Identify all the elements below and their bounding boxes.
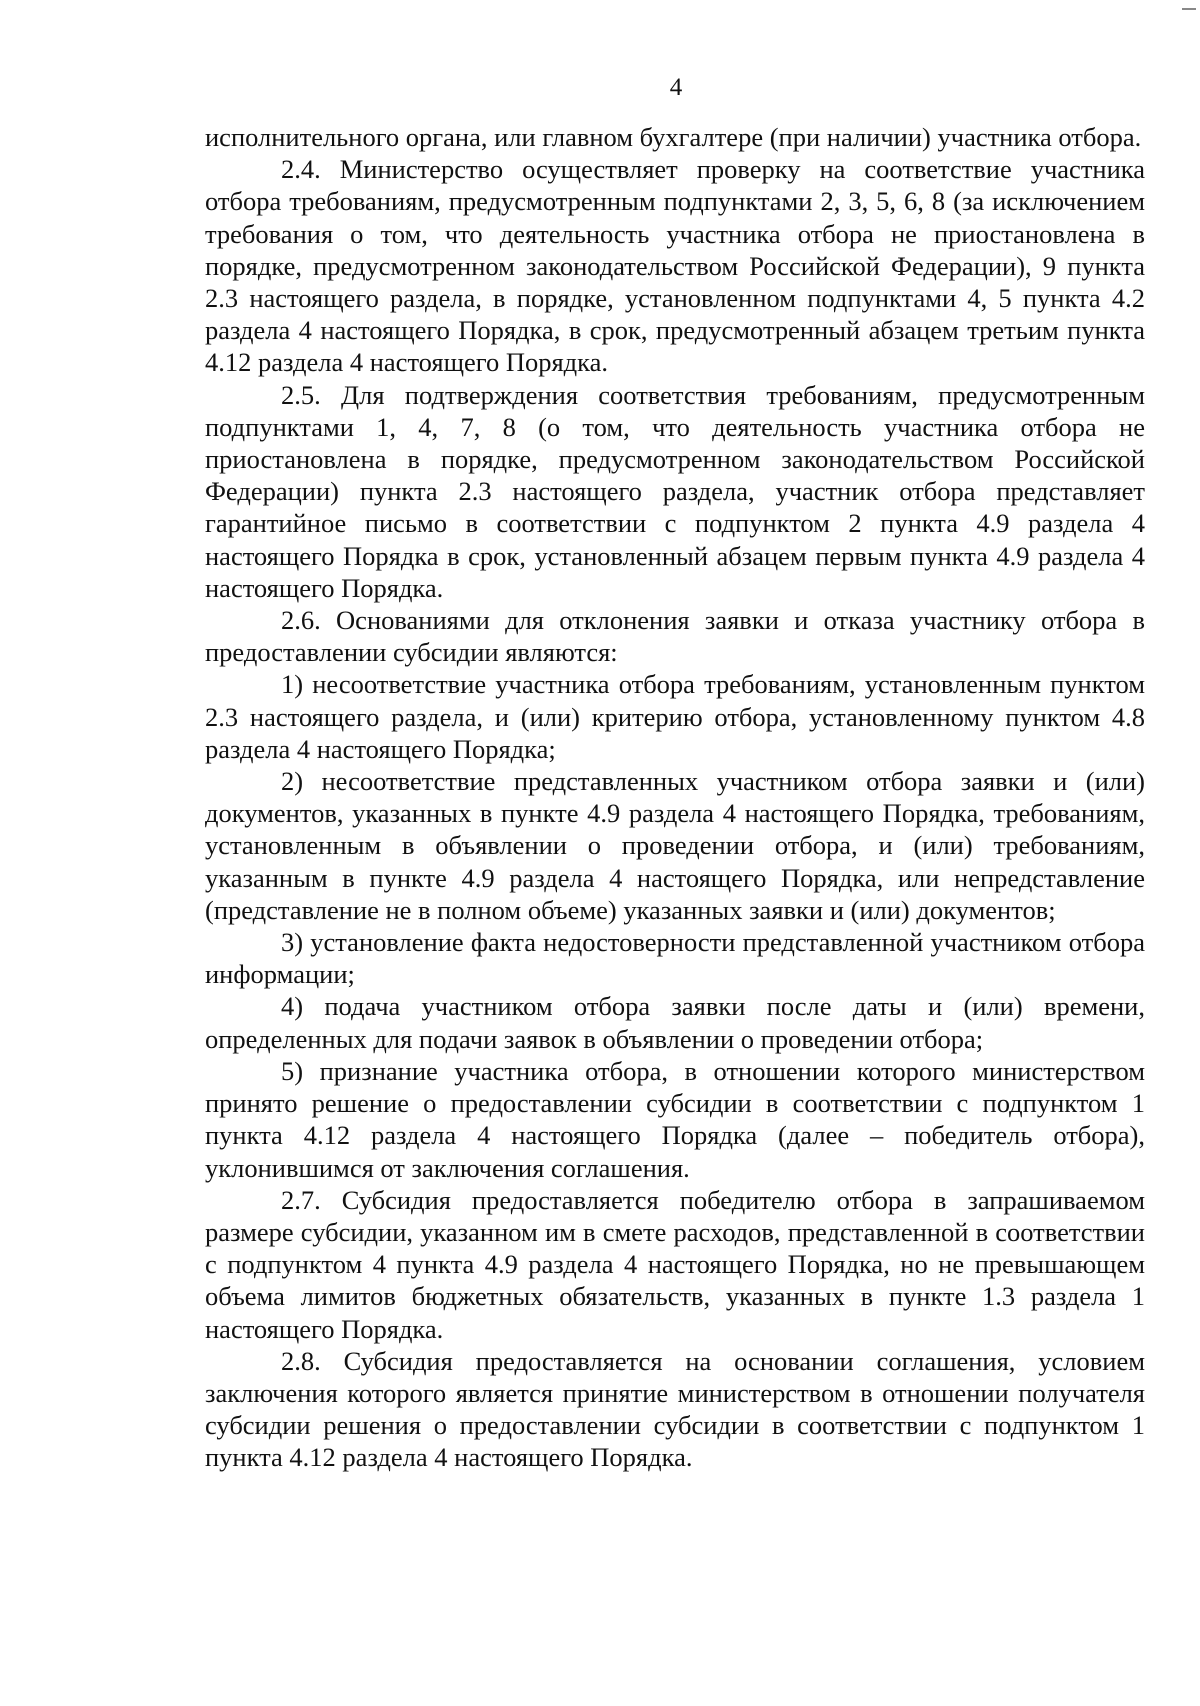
paragraph-continuation: исполнительного органа, или главном бухгалтере (при наличии) участника отбора. [205, 122, 1142, 152]
list-item-4: 4) подача участником отбора заявки после даты и (или) времени, определенных для подачи заявок в объявлении о проведении отбора; [205, 991, 1145, 1054]
page-number: 4 [669, 74, 683, 101]
paragraph-2-7: 2.7. Субсидия предоставляется победителю отбора в запрашиваемом размере субсидии, указанном им в смете расходов, представленной в соответствии с подпунктом 4 пункта 4.9 раздела 4 настоящего Порядка, но не превышающем объема лимитов бюджетных обязательств, указанных в пункте 1.3 раздела 1 настоящего Порядка. [205, 1184, 1145, 1344]
paragraph-2-6: 2.6. Основаниями для отклонения заявки и отказа участнику отбора в предоставлении субсидии являются: [205, 605, 1145, 668]
document-body [205, 121, 1145, 1474]
list-item-2: 2) несоответствие представленных участником отбора заявки и (или) документов, указанных в пункте 4.9 раздела 4 настоящего Порядка, требованиям, установленным в объявлении о проведении отбора, и (или) требованиям, указанным в пункте 4.9 раздела 4 настоящего Порядка, или непредставление (представление не в полном объеме) указанных заявки и (или) документов; [205, 766, 1145, 925]
paragraph-2-4: 2.4. Министерство осуществляет проверку на соответствие участника отбора требованиям, предусмотренным подпунктами 2, 3, 5, 6, 8 (за исключением требования о том, что деятельность участника отбора не приостановлена в порядке, предусмотренном законодательством Российской Федерации), 9 пункта 2.3 настоящего раздела, в порядке, установленном подпунктами 4, 5 пункта 4.2 раздела 4 настоящего Порядка, в срок, предусмотренный абзацем третьим пункта 4.12 раздела 4 настоящего Порядка. [205, 154, 1145, 378]
list-item-3: 3) установление факта недостоверности представленной участником отбора информации; [205, 927, 1145, 990]
paragraph-2-8: 2.8. Субсидия предоставляется на основании соглашения, условием заключения которого является принятие министерством в отношении получателя субсидии решения о предоставлении субсидии в соответствии с подпунктом 1 пункта 4.12 раздела 4 настоящего Порядка. [205, 1345, 1145, 1473]
list-item-1: 1) несоответствие участника отбора требованиям, установленным пунктом 2.3 настоящего раздела, и (или) критерию отбора, установленному пунктом 4.8 раздела 4 настоящего Порядка; [205, 669, 1145, 764]
list-item-5: 5) признание участника отбора, в отношении которого министерством принято решение о предоставлении субсидии в соответствии с подпунктом 1 пункта 4.12 раздела 4 настоящего Порядка (далее – победитель отбора), уклонившимся от заключения соглашения. [205, 1055, 1145, 1183]
scan-mark [1182, 8, 1196, 10]
paragraph-2-5: 2.5. Для подтверждения соответствия требованиям, предусмотренным подпунктами 1, 4, 7, 8 (о том, что деятельность участника отбора не приостановлена в порядке, предусмотренном законодательством Российской Федерации) пункта 2.3 настоящего раздела, участник отбора представляет гарантийное письмо в соответствии с подпунктом 2 пункта 4.9 раздела 4 настоящего Порядка в срок, установленный абзацем первым пункта 4.9 раздела 4 настоящего Порядка. [205, 379, 1145, 603]
